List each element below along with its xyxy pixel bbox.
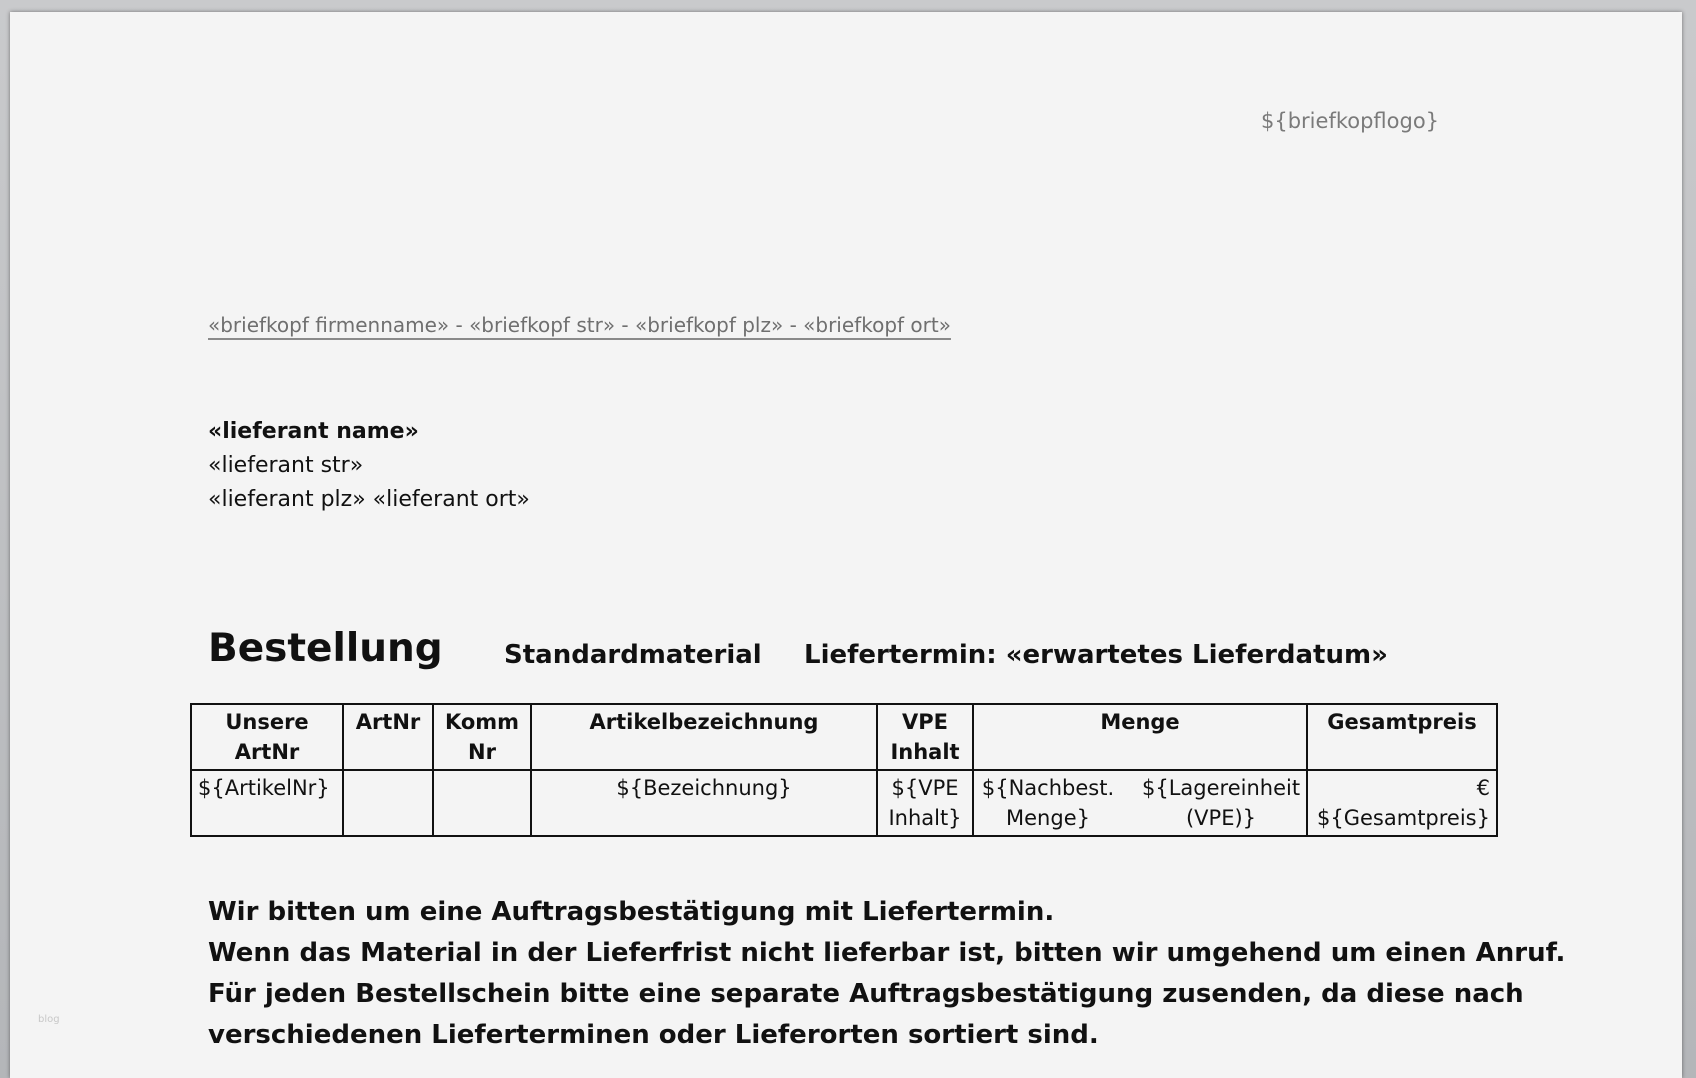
closing-line-4: verschiedenen Lieferterminen oder Lieferorten sortiert sind. xyxy=(208,1020,1099,1050)
document-heading: Bestellung xyxy=(208,626,443,671)
cell-nachbest-menge: ${Nachbest. Menge} xyxy=(981,776,1115,830)
order-table xyxy=(190,703,1498,837)
col-header-menge: Menge xyxy=(973,704,1307,770)
col-header-komm-nr: Komm Nr xyxy=(433,704,531,770)
cell-lagereinheit: ${Lagereinheit (VPE)} xyxy=(1142,776,1301,830)
delivery-date-label: Liefertermin: «erwartetes Lieferdatum» xyxy=(804,640,1388,670)
letterhead-logo-placeholder: ${briefkopflogo} xyxy=(1261,109,1440,133)
sender-address-line: «briefkopf firmenname» - «briefkopf str» - «briefkopf plz» - «briefkopf ort» xyxy=(208,313,951,337)
watermark: blog xyxy=(38,1014,60,1025)
cell-vpe-inhalt: ${VPE Inhalt} xyxy=(877,770,973,836)
material-type-label: Standardmaterial xyxy=(504,640,762,670)
col-header-artnr: ArtNr xyxy=(343,704,433,770)
recipient-street: «lieferant str» xyxy=(208,453,364,478)
col-header-artikelbezeichnung: Artikelbezeichnung xyxy=(531,704,877,770)
col-header-unsere-artnr: Unsere ArtNr xyxy=(191,704,343,770)
cell-artikelnr: ${ArtikelNr} xyxy=(191,770,343,836)
cell-kommnr xyxy=(433,770,531,836)
document-page xyxy=(10,12,1682,1078)
recipient-name: «lieferant name» xyxy=(208,419,419,444)
closing-line-3: Für jeden Bestellschein bitte eine separate Auftragsbestätigung zusenden, da diese nach xyxy=(208,979,1524,1009)
closing-line-2: Wenn das Material in der Lieferfrist nicht lieferbar ist, bitten wir umgehend um einen Anruf. xyxy=(208,938,1566,968)
closing-line-1: Wir bitten um eine Auftragsbestätigung mit Liefertermin. xyxy=(208,897,1055,927)
cell-bezeichnung: ${Bezeichnung} xyxy=(531,770,877,836)
recipient-city: «lieferant plz» «lieferant ort» xyxy=(208,487,530,512)
cell-menge xyxy=(973,770,1307,836)
col-header-vpe-inhalt: VPE Inhalt xyxy=(877,704,973,770)
col-header-gesamtpreis: Gesamtpreis xyxy=(1307,704,1497,770)
closing-text xyxy=(208,892,1565,1056)
cell-artnr xyxy=(343,770,433,836)
table-header-row xyxy=(191,704,1497,770)
table-row xyxy=(191,770,1497,836)
cell-gesamtpreis: € ${Gesamtpreis} xyxy=(1307,770,1497,836)
recipient-address xyxy=(208,415,530,517)
